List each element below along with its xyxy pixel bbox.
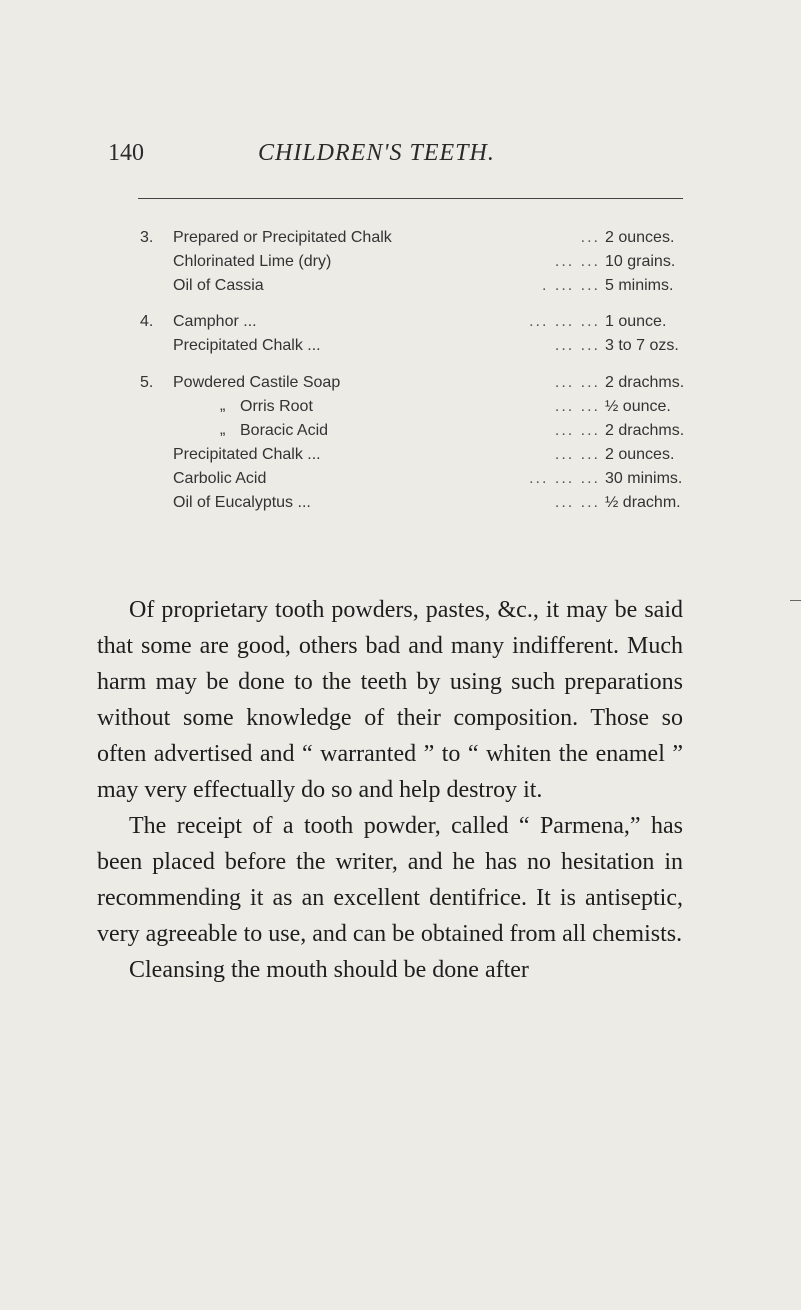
ingredient: Powdered Castile Soap (173, 374, 341, 391)
ingredient: Precipitated Chalk ... (173, 337, 321, 354)
recipe-row (140, 398, 680, 422)
dot-leader: ... (580, 229, 600, 246)
dot-leader: ... ... ... (529, 313, 600, 330)
ingredient: Carbolic Acid (173, 470, 267, 487)
dot-leader: ... ... ... (529, 470, 600, 487)
running-title: CHILDREN'S TEETH. (258, 140, 495, 166)
ingredient-name: Boracic Acid (240, 422, 329, 439)
quantity: ½ ounce. (605, 398, 671, 415)
dot-leader: ... ... (554, 337, 600, 354)
quantity: 2 ounces. (605, 229, 675, 246)
header-rule (138, 198, 683, 199)
recipe-number: 5. (140, 374, 154, 391)
recipe-3 (140, 229, 680, 301)
ditto-mark: „ (220, 397, 226, 414)
dot-leader: ... ... (554, 422, 600, 439)
ingredient-name: Orris Root (240, 398, 313, 415)
recipe-row (140, 470, 683, 494)
recipe-5 (140, 374, 685, 518)
quantity: 1 ounce. (605, 313, 667, 330)
page-number: 140 (108, 140, 144, 166)
quantity: 10 grains. (605, 253, 676, 270)
dot-leader: ... ... (554, 494, 600, 511)
ingredient: Oil of Eucalyptus ... (173, 494, 311, 511)
margin-dash (790, 600, 801, 601)
dot-leader: ... ... (554, 398, 600, 415)
recipe-row (140, 277, 680, 301)
paragraph: Cleansing the mouth should be done after (129, 957, 529, 983)
page-header (108, 140, 708, 180)
quantity: 2 drachms. (605, 422, 685, 439)
body-text (97, 592, 683, 988)
ingredient: Prepared or Precipitated Chalk (173, 229, 392, 246)
recipe-number: 3. (140, 229, 154, 246)
quantity: ½ drachm. (605, 494, 681, 511)
paragraph: The receipt of a tooth powder, called “ Parmena,” has been placed before the writer, and he has no hesitation in recommending it as an excellent dentifrice. It is antiseptic, very agreeable to use, and can be obtained from all chemists. (97, 813, 683, 947)
dot-leader: ... ... (554, 253, 600, 270)
recipe-row (140, 313, 680, 337)
dot-leader: ... ... (554, 374, 600, 391)
ingredient: Oil of Cassia (173, 277, 264, 294)
recipe-row (140, 253, 680, 277)
ditto-mark: „ (220, 421, 226, 438)
ingredient: Chlorinated Lime (dry) (173, 253, 332, 270)
recipe-row (140, 446, 680, 470)
dot-leader: ... ... (554, 446, 600, 463)
recipe-row (140, 421, 685, 446)
recipe-4 (140, 313, 680, 361)
recipe-row (140, 494, 680, 518)
dot-leader: . ... ... (541, 277, 600, 294)
ingredient: Camphor ... (173, 313, 257, 330)
recipe-row (140, 374, 685, 398)
recipe-number: 4. (140, 313, 154, 330)
quantity: 3 to 7 ozs. (605, 337, 679, 354)
quantity: 2 ounces. (605, 446, 675, 463)
quantity: 30 minims. (605, 470, 683, 487)
recipe-row (140, 229, 680, 253)
paragraph: Of proprietary tooth powders, pastes, &c., it may be said that some are good, others bad and many indifferent. Much harm may be done to the teeth by using such preparations without some knowledge of their composition. Those so often advertised and “ warranted ” to “ whiten the enamel ” may very effectually do so and help destroy it. (97, 597, 683, 803)
ingredient: Precipitated Chalk ... (173, 446, 321, 463)
quantity: 2 drachms. (605, 374, 685, 391)
quantity: 5 minims. (605, 277, 674, 294)
recipe-row (140, 337, 680, 361)
